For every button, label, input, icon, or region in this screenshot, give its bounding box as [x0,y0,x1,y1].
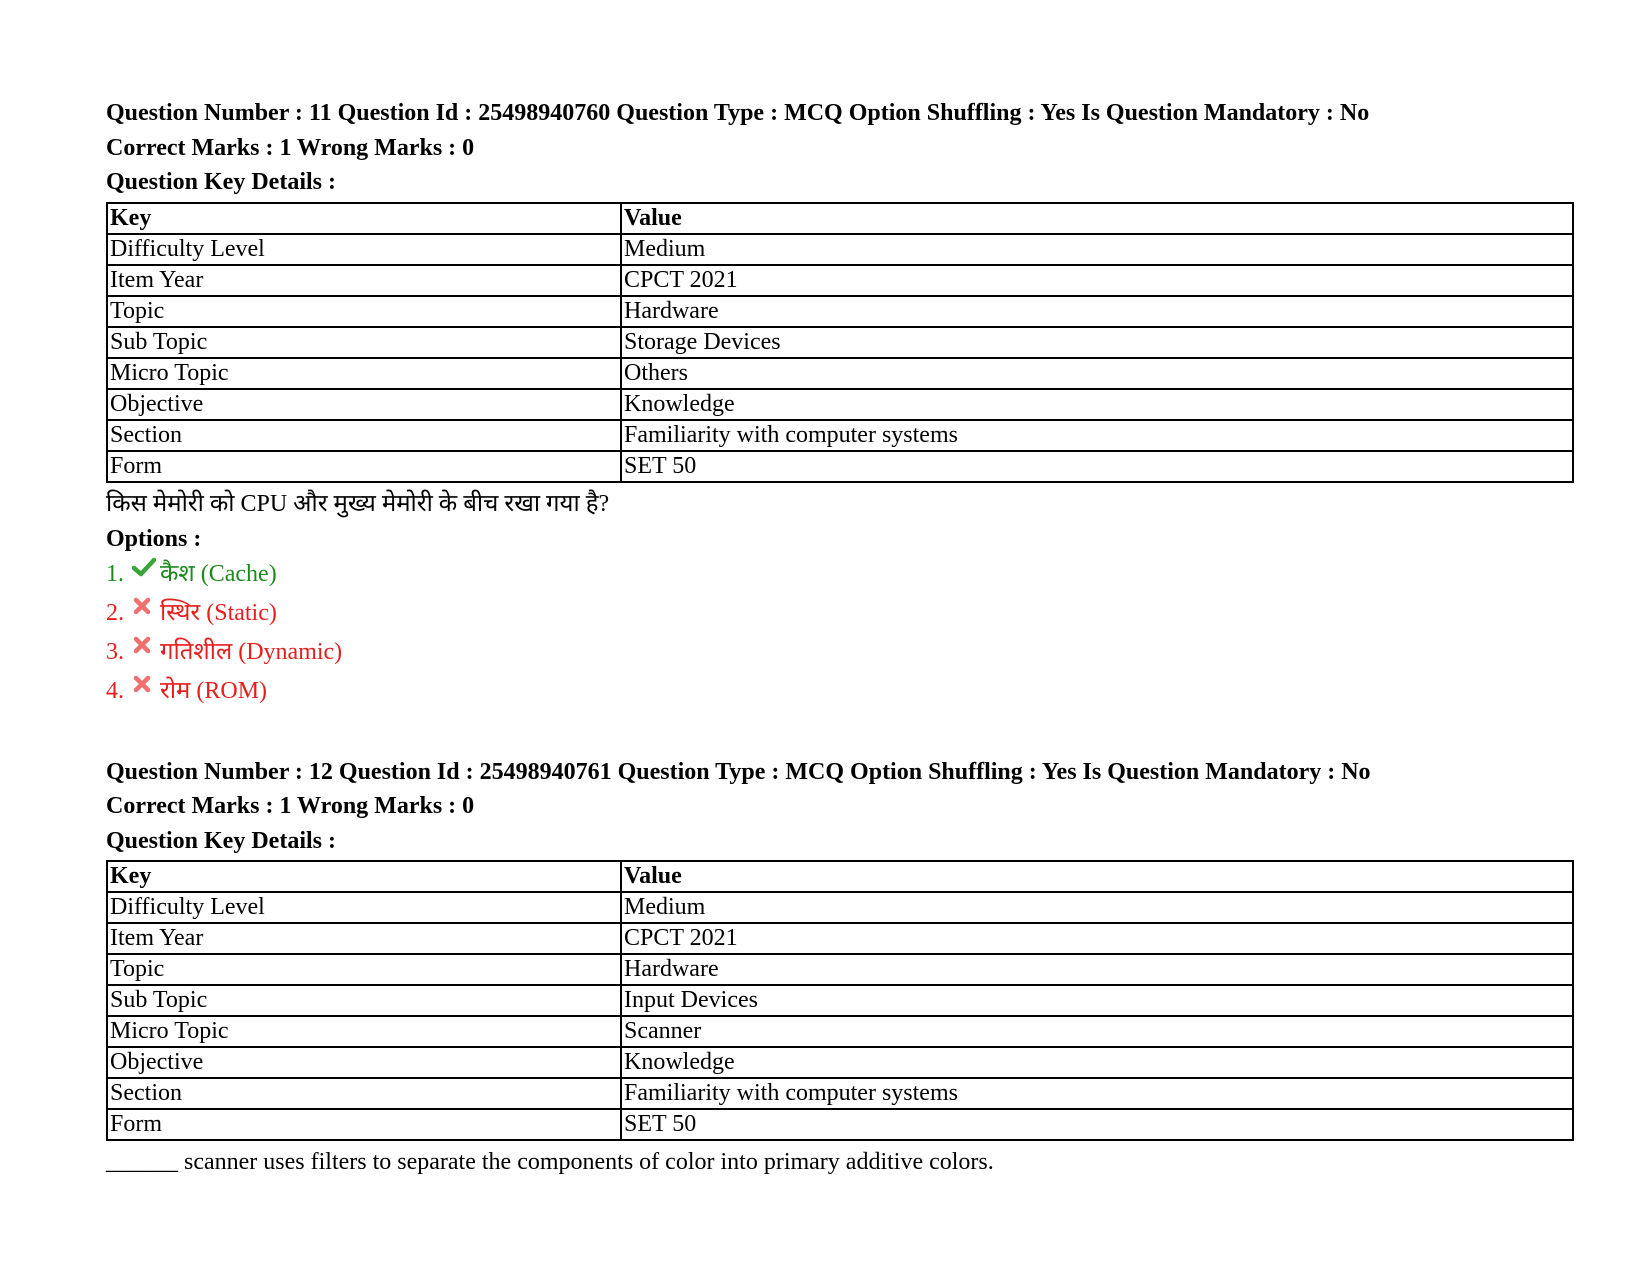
row-value: Knowledge [621,389,1573,420]
row-value: Hardware [621,954,1573,985]
table-header-row [107,203,1573,234]
option-item [106,633,1574,672]
option-number: 4. [106,677,124,704]
table-row [107,1047,1573,1078]
table-row [107,1078,1573,1109]
option-text: कैश (Cache) [160,560,277,587]
option-number: 1. [106,560,124,587]
option-number: 2. [106,599,124,626]
cross-icon [132,674,160,698]
table-row [107,985,1573,1016]
row-value: CPCT 2021 [621,923,1573,954]
row-key: Objective [107,389,621,420]
row-value: CPCT 2021 [621,265,1573,296]
row-key: Micro Topic [107,358,621,389]
question-text: किस मेमोरी को CPU और मुख्य मेमोरी के बीच रखा गया है? [106,490,610,517]
table-row [107,358,1573,389]
row-key: Objective [107,1047,621,1078]
option-text: रोम (ROM) [160,677,268,704]
option-item [106,555,1574,594]
document-page [106,96,1574,1179]
row-key: Difficulty Level [107,234,621,265]
column-header-key: Key [107,203,621,234]
row-value: Knowledge [621,1047,1573,1078]
key-details-label: Question Key Details : [106,827,336,854]
row-key: Form [107,451,621,482]
question-block [106,96,1574,711]
row-key: Sub Topic [107,327,621,358]
row-key: Form [107,1109,621,1140]
row-key: Difficulty Level [107,892,621,923]
marks-line: Correct Marks : 1 Wrong Marks : 0 [106,134,475,161]
row-key: Section [107,1078,621,1109]
row-value: Hardware [621,296,1573,327]
table-row [107,265,1573,296]
question-header: Question Number : 12 Question Id : 25498940761 Question Type : MCQ Option Shuffling : Yes Is Question Mandatory : No [106,758,1371,785]
table-row [107,923,1573,954]
row-key: Section [107,420,621,451]
table-row [107,892,1573,923]
option-text: गतिशील (Dynamic) [160,638,343,665]
table-row [107,296,1573,327]
option-text: स्थिर (Static) [160,599,277,626]
check-icon [132,557,160,581]
cross-icon [132,635,160,659]
option-item [106,594,1574,633]
row-value: Storage Devices [621,327,1573,358]
key-details-label: Question Key Details : [106,169,336,195]
options-label: Options : [106,525,202,552]
column-header-value: Value [621,203,1573,234]
cross-icon [132,596,160,620]
table-row [107,451,1573,482]
row-value: SET 50 [621,451,1573,482]
question-text: ______ scanner uses filters to separate the components of color into primary additive colors. [106,1149,994,1175]
table-row [107,234,1573,265]
key-details-table [106,860,1574,1141]
row-value: Medium [621,234,1573,265]
row-value: Scanner [621,1016,1573,1047]
marks-line: Correct Marks : 1 Wrong Marks : 0 [106,793,475,819]
row-key: Topic [107,954,621,985]
table-header-row [107,861,1573,892]
question-block [106,755,1574,1180]
row-value: Others [621,358,1573,389]
row-value: Familiarity with computer systems [621,1078,1573,1109]
option-item [106,672,1574,711]
table-row [107,327,1573,358]
table-row [107,389,1573,420]
table-row [107,420,1573,451]
key-details-table [106,202,1574,483]
row-key: Sub Topic [107,985,621,1016]
row-key: Item Year [107,923,621,954]
row-key: Item Year [107,265,621,296]
question-header: Question Number : 11 Question Id : 25498940760 Question Type : MCQ Option Shuffling : Yes Is Question Mandatory : No [106,100,1370,126]
column-header-key: Key [107,861,621,892]
row-value: SET 50 [621,1109,1573,1140]
row-value: Familiarity with computer systems [621,420,1573,451]
row-value: Input Devices [621,985,1573,1016]
table-row [107,954,1573,985]
row-key: Micro Topic [107,1016,621,1047]
column-header-value: Value [621,861,1573,892]
option-number: 3. [106,638,124,665]
table-row [107,1016,1573,1047]
row-key: Topic [107,296,621,327]
row-value: Medium [621,892,1573,923]
table-row [107,1109,1573,1140]
